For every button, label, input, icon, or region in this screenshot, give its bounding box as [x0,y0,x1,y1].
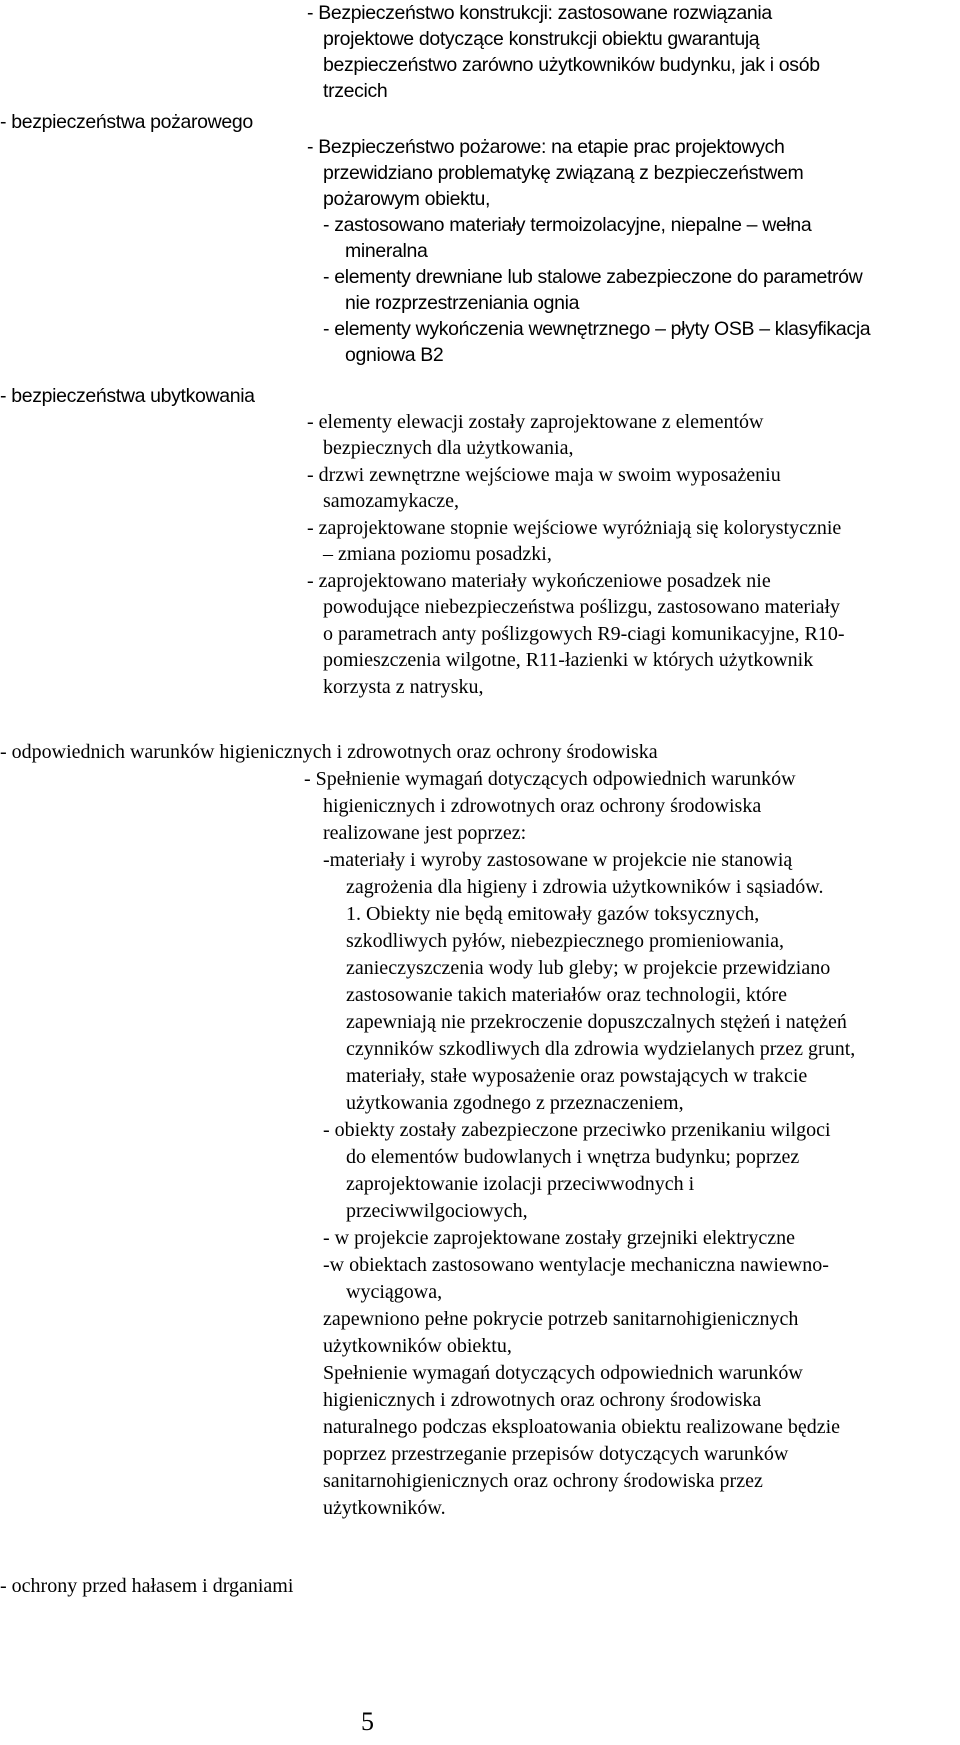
fire-line: pożarowym obiektu, [323,188,491,210]
usage-line: - elementy elewacji zostały zaprojektowane z elementów [307,411,764,433]
point1-line: zapewniają nie przekroczenie dopuszczalnych stężeń i natężeń [346,1011,847,1033]
usage-line: - zaprojektowano materiały wykończeniowe posadzek nie [307,570,771,592]
point1-line: czynników szkodliwych dla zdrowia wydzielanych przez grunt, [346,1038,856,1060]
label-noise-protection: - ochrony przed hałasem i drganiami [0,1575,294,1597]
usage-line: - drzwi zewnętrzne wejściowe maja w swoim wyposażeniu [307,464,781,486]
construction-line: bezpieczeństwo zarówno użytkowników budynku, jak i osób [323,54,820,76]
summary-line: użytkowników. [323,1497,446,1519]
point1-line: zastosowanie takich materiałów oraz technologii, które [346,984,787,1006]
construction-line: projektowe dotyczące konstrukcji obiektu gwarantują [323,28,760,50]
point1-line: zanieczyszczenia wody lub gleby; w projekcie przewidziano [346,957,831,979]
label-fire-safety: - bezpieczeństwa pożarowego [0,111,253,133]
hygiene-heading: - odpowiednich warunków higienicznych i zdrowotnych oraz ochrony środowiska [0,741,658,763]
usage-line: powodujące niebezpieczeństwa poślizgu, zastosowano materiały [323,596,841,618]
construction-line: - Bezpieczeństwo konstrukcji: zastosowane rozwiązania [307,2,772,24]
fire-line: nie rozprzestrzeniania ognia [345,292,580,314]
hygiene-intro-line: - Spełnienie wymagań dotyczących odpowiednich warunków [304,768,796,790]
point1-line: materiały, stałe wyposażenie oraz powstających w trakcie [346,1065,808,1087]
usage-line: - zaprojektowane stopnie wejściowe wyróżniają się kolorystycznie [307,517,842,539]
materials-line: -materiały i wyroby zastosowane w projekcie nie stanowią [323,849,793,871]
moisture-line: zaprojektowanie izolacji przeciwwodnych i [346,1173,695,1195]
ventilation-line: wyciągowa, [346,1281,443,1303]
usage-line: pomieszczenia wilgotne, R11-łazienki w których użytkownik [323,649,814,671]
fire-line: mineralna [345,240,428,262]
usage-line: bezpiecznych dla użytkowania, [323,437,574,459]
usage-line: o parametrach anty poślizgowych R9-ciagi komunikacyjne, R10- [323,623,845,645]
fire-line: - elementy drewniane lub stalowe zabezpieczone do parametrów [323,266,863,288]
construction-line: trzecich [323,80,388,102]
fire-line: przewidziano problematykę związaną z bezpieczeństwem [323,162,804,184]
moisture-line: do elementów budowlanych i wnętrza budynku; poprzez [346,1146,800,1168]
moisture-line: przeciwwilgociowych, [346,1200,528,1222]
usage-line: samozamykacze, [323,490,460,512]
heaters-line: - w projekcie zaprojektowane zostały grzejniki elektryczne [323,1227,796,1249]
hygiene-intro-line: realizowane jest poprzez: [323,822,527,844]
point1-line: szkodliwych pyłów, niebezpiecznego promieniowania, [346,930,785,952]
hygiene-intro-line: higienicznych i zdrowotnych oraz ochrony środowiska [323,795,762,817]
materials-line: zagrożenia dla higieny i zdrowia użytkowników i sąsiadów. [346,876,824,898]
summary-line: higienicznych i zdrowotnych oraz ochrony środowiska [323,1389,762,1411]
sanitary-line: użytkowników obiektu, [323,1335,512,1357]
point1-line: 1. Obiekty nie będą emitowały gazów toksycznych, [346,903,760,925]
usage-line: korzysta z natrysku, [323,676,484,698]
fire-line: - elementy wykończenia wewnętrznego – płyty OSB – klasyfikacja [323,318,871,340]
fire-line: - Bezpieczeństwo pożarowe: na etapie prac projektowych [307,136,785,158]
ventilation-line: -w obiektach zastosowano wentylacje mechaniczna nawiewno- [323,1254,829,1276]
summary-line: sanitarnohigienicznych oraz ochrony środowiska przez [323,1470,763,1492]
fire-line: - zastosowano materiały termoizolacyjne, niepalne – wełna [323,214,812,236]
usage-line: – zmiana poziomu posadzki, [323,543,552,565]
summary-line: poprzez przestrzeganie przepisów dotyczących warunków [323,1443,789,1465]
fire-line: ogniowa B2 [345,344,444,366]
page-number: 5 [361,1707,374,1736]
point1-line: użytkowania zgodnego z przeznaczeniem, [346,1092,684,1114]
summary-line: naturalnego podczas eksploatowania obiektu realizowane będzie [323,1416,841,1438]
moisture-line: - obiekty zostały zabezpieczone przeciwko przenikaniu wilgoci [323,1119,831,1141]
label-usage-safety: - bezpieczeństwa ubytkowania [0,385,255,407]
summary-line: Spełnienie wymagań dotyczących odpowiednich warunków [323,1362,803,1384]
sanitary-line: zapewniono pełne pokrycie potrzeb sanitarnohigienicznych [323,1308,799,1330]
